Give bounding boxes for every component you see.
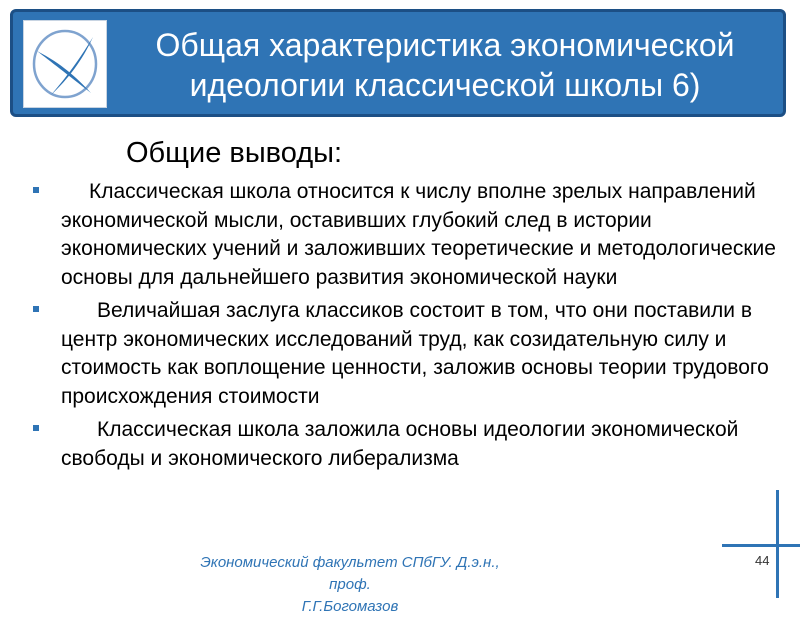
footer-line-1: Экономический факультет СПбГУ. Д.э.н., проф. <box>200 554 500 593</box>
decorative-corner-line-horizontal <box>722 544 800 547</box>
footer-line-2: Г.Г.Богомазов <box>301 598 399 615</box>
section-subheading: Общие выводы: <box>126 137 343 169</box>
bullet-text: Классическая школа заложила основы идеологии экономической свободы и экономического либерализма <box>61 418 739 470</box>
bullet-item <box>0 297 800 411</box>
bullet-item <box>0 178 800 292</box>
bullet-item <box>0 416 800 473</box>
title-banner <box>10 9 786 117</box>
bullet-square-icon <box>33 425 39 431</box>
title-line-2: идеологии классической школы 6) <box>189 67 701 103</box>
bullet-text: Величайшая заслуга классиков состоит в том, что они поставили в центр экономических исследований труд, как созидательную силу и стоимость как воплощение ценности, заложив основы теории трудового происхождения стоимости <box>61 299 769 408</box>
bullet-text: Классическая школа относится к числу вполне зрелых направлений экономической мысли, оставивших глубокий след в истории экономических учений и заложивших теоретические и методологические основы для дальнейшего развития экономической науки <box>61 180 776 289</box>
bullet-square-icon <box>33 306 39 312</box>
bullet-list <box>0 178 800 478</box>
footer-author <box>190 552 510 618</box>
page-number: 44 <box>755 553 770 568</box>
bullet-square-icon <box>33 187 39 193</box>
university-logo-icon <box>23 20 107 108</box>
slide-title <box>111 16 779 114</box>
title-line-1: Общая характеристика экономической <box>155 27 735 63</box>
